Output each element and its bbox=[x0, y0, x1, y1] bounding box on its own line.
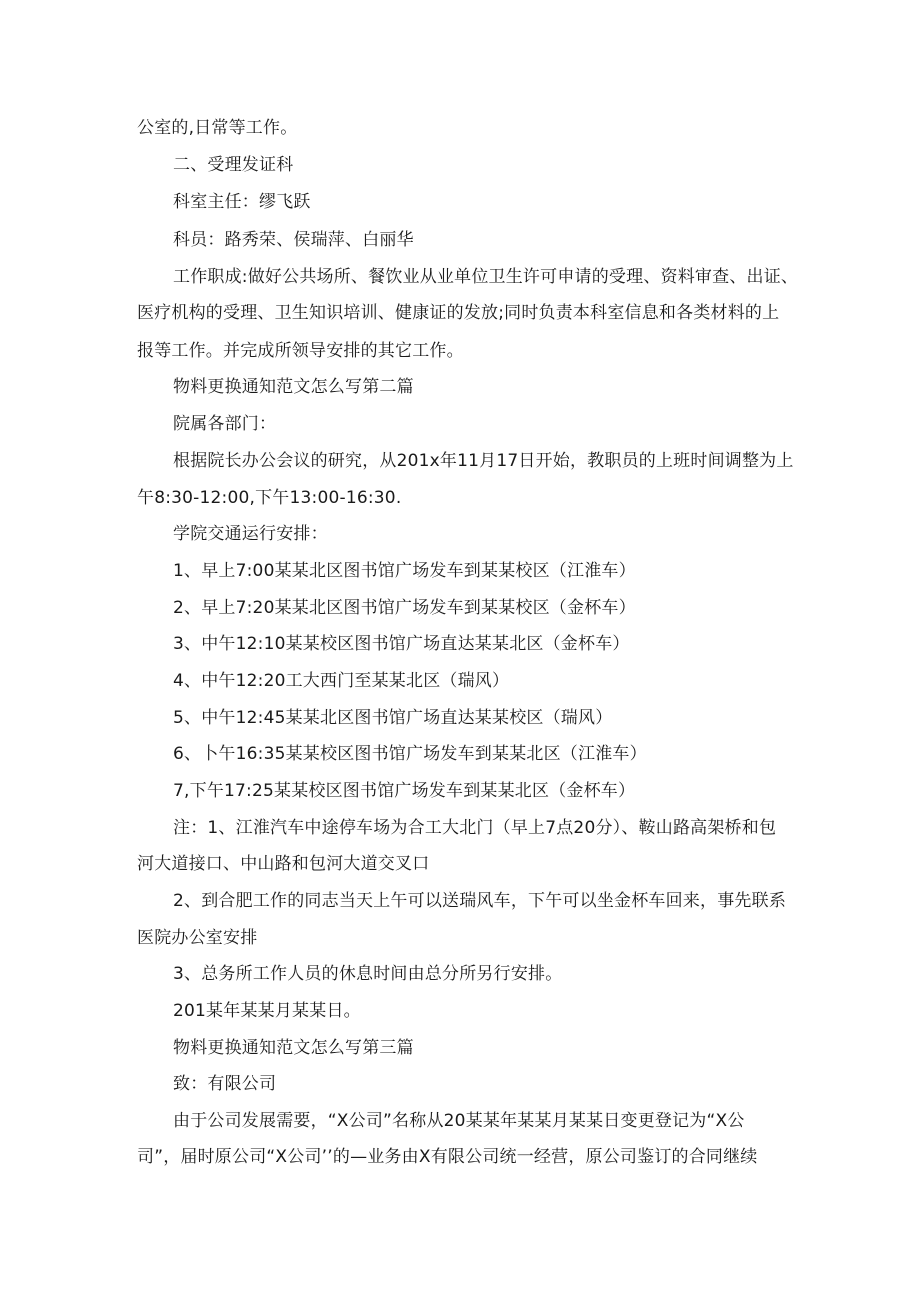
text-line: 3、总务所工作人员的休息时间由总分所另行安排。 bbox=[173, 964, 563, 984]
text-line: 河大道接口、中山路和包河大道交叉口 bbox=[137, 854, 430, 874]
text-line: 学院交通运行安排： bbox=[173, 524, 328, 544]
section-heading: 二、受理发证科 bbox=[173, 155, 294, 175]
list-item: 5、中午12:45某某北区图书馆广场直达某某校区（瑞风） bbox=[173, 708, 613, 728]
text-line: 午8:30-12:00,下午13:00-16:30. bbox=[137, 488, 402, 508]
text-line: 由于公司发展需要，“X公司”名称从20某某年某某月某某日变更登记为“X公 bbox=[173, 1111, 745, 1131]
list-item: 7,下午17:25某某校区图书馆广场发车到某某北区（金杯车） bbox=[173, 781, 636, 801]
text-line: 工作职成:做好公共场所、餐饮业从业单位卫生许可申请的受理、资料审查、出证、 bbox=[173, 267, 799, 287]
text-line: 医疗机构的受理、卫生知识培训、健康证的发放;同时负责本科室信息和各类材料的上 bbox=[137, 303, 780, 323]
text-line: 公室的,日常等工作。 bbox=[137, 118, 298, 138]
text-line: 报等工作。并完成所领导安排的其它工作。 bbox=[137, 341, 464, 361]
list-item: 3、中午12:10某某校区图书馆广场直达某某北区（金杯车） bbox=[173, 634, 630, 654]
list-item: 1、早上7:00某某北区图书馆广场发车到某某校区（江淮车） bbox=[173, 561, 636, 581]
text-line: 根据院长办公会议的研究，从201x年11月17日开始，教职员的上班时间调整为上 bbox=[173, 451, 794, 471]
list-item: 4、中午12:20工大西门至某某北区（瑞风） bbox=[173, 671, 510, 691]
text-line: 司”，届时原公司“X公司’’的—业务由X有限公司统一经营，原公司鉴订的合同继续 bbox=[137, 1147, 758, 1167]
text-line: 2、到合肥工作的同志当天上午可以送瑞风车，下午可以坐金杯车回来，事先联系 bbox=[173, 891, 787, 911]
text-line: 致：有限公司 bbox=[173, 1074, 277, 1094]
section-heading: 物料更换通知范文怎么写第二篇 bbox=[173, 377, 414, 397]
list-item: 6、卜午16:35某某校区图书馆广场发车到某某北区（江淮车） bbox=[173, 744, 647, 764]
text-line: 科室主任：缪飞跃 bbox=[173, 192, 311, 212]
text-line: 科员：路秀荣、侯瑞萍、白丽华 bbox=[173, 230, 414, 250]
text-line: 医院办公室安排 bbox=[137, 928, 258, 948]
text-line: 院属各部门： bbox=[173, 414, 277, 434]
section-heading: 物料更换通知范文怎么写第三篇 bbox=[173, 1038, 414, 1058]
date-line: 201某年某某月某某日。 bbox=[173, 1001, 361, 1021]
text-line: 注：1、江淮汽车中途停车场为合工大北门（早上7点20分）、鞍山路高架桥和包 bbox=[173, 818, 777, 838]
list-item: 2、早上7:20某某北区图书馆广场发车到某某校区（金杯车） bbox=[173, 598, 636, 618]
